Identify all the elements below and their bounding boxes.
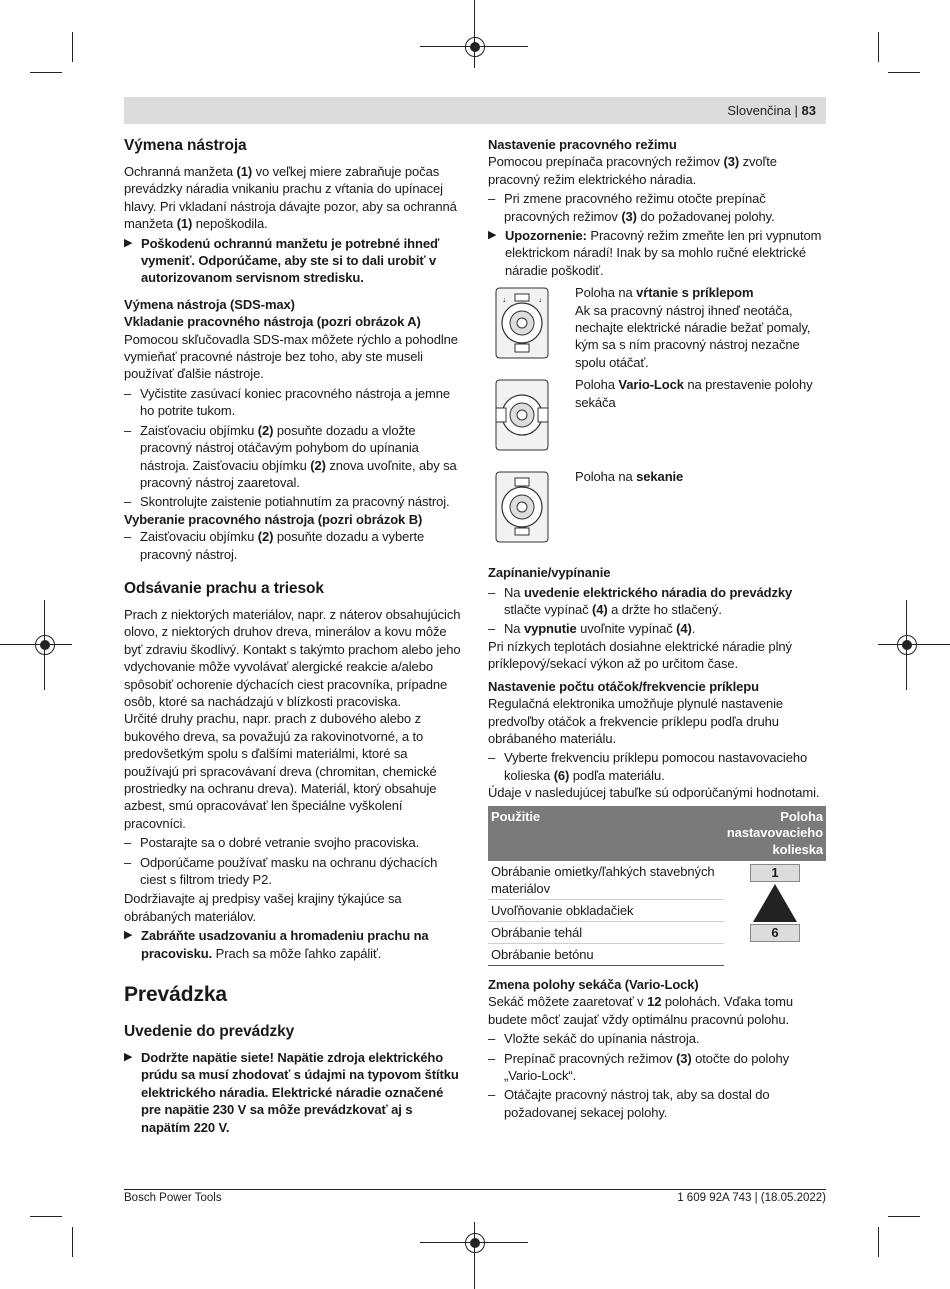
crop-mark	[888, 72, 920, 73]
mode-chiselling	[488, 468, 826, 560]
header-separator: |	[790, 103, 802, 118]
position-low-box: 1	[750, 864, 800, 882]
text: do požadovanej polohy.	[636, 208, 775, 224]
list-item	[124, 528, 461, 563]
paragraph-mode	[488, 153, 826, 188]
text: podľa materiálu.	[569, 767, 665, 783]
warning-text: Poškodenú ochrannú manžetu je potrebné ihneď vymeniť. Odporúčame, aby ste si to dali urobiť v autorizovanom servisnom stredisku.	[141, 235, 440, 286]
table-cell: Obrábanie betónu	[488, 944, 724, 966]
registration-mark-icon	[465, 1233, 485, 1253]
dash: –	[488, 1031, 496, 1047]
triangle-right-icon: ▶	[124, 929, 133, 942]
list-item	[488, 620, 826, 637]
footer-doc-ref: 1 609 92A 743 | (18.05.2022)	[677, 1192, 826, 1204]
warning-voltage	[124, 1049, 461, 1136]
mode-title	[575, 376, 825, 411]
text: Poloha na	[575, 285, 637, 301]
paragraph-cold: Pri nízkych teplotách dosiahne elektrické náradie plný príklepový/sekací výkon až po určitom čase.	[488, 638, 792, 672]
warning-text: Pracovný režim zmeňte len pri vypnutom elektrickom náradí! Inak by sa mohlo ručné elektrické náradie poškodiť.	[505, 228, 822, 278]
crop-mark	[30, 72, 62, 73]
list-item	[488, 190, 826, 225]
list-item	[488, 584, 826, 619]
dash: –	[124, 529, 132, 545]
heading-vario-lock: Zmena polohy sekáča (Vario-Lock)	[488, 977, 699, 993]
table-cell: Obrábanie tehál	[488, 922, 724, 944]
paragraph-vario	[488, 993, 826, 1028]
text: Na	[504, 621, 524, 637]
ref-2: (2)	[257, 422, 274, 438]
ref-2: (2)	[257, 529, 274, 545]
speed-table	[488, 806, 826, 967]
text: Poloha	[575, 377, 619, 393]
text: Pri zmene pracovného režimu otočte prepínač pracovných režimov	[504, 191, 766, 224]
left-column	[124, 136, 461, 1136]
text: otočte do polohy „Vario-Lock“.	[504, 1050, 789, 1084]
dash: –	[488, 621, 496, 637]
text: polohách. Vďaka tomu budete môcť zaujať vždy optimálnu pracovnú polohu.	[488, 994, 793, 1027]
ref-4: (4)	[676, 621, 692, 637]
list-item	[488, 1030, 826, 1047]
right-column	[488, 136, 826, 1121]
crop-mark	[474, 0, 475, 68]
ref-3: (3)	[676, 1050, 692, 1066]
text: Postarajte sa o dobré vetranie svojho pracoviska.	[140, 835, 420, 851]
mode-title	[575, 468, 825, 485]
table-header-row	[488, 806, 826, 862]
registration-mark-icon	[897, 635, 917, 655]
mode-note: Ak sa pracovný nástroj ihneď neotáča, nechajte elektrické náradie bežať pomaly, kým sa s ním pracovný nástroj nezačne spolu otáčať.	[575, 302, 811, 370]
warning-text: Zabráňte usadzovaniu a hromadeniu prachu na pracovisku.	[141, 928, 429, 961]
chisel-mode-dial-icon	[494, 468, 550, 546]
svg-text:⇣: ⇣	[538, 298, 543, 305]
dash: –	[488, 191, 496, 207]
hammer-drill-mode-dial-icon	[494, 284, 550, 362]
increase-triangle-icon	[751, 882, 799, 922]
heading-sds-max: Výmena nástroja (SDS-max)	[124, 296, 295, 312]
dash: –	[124, 494, 132, 510]
dash: –	[488, 750, 496, 766]
list-item	[124, 422, 461, 492]
heading-switch: Zapínanie/vypínanie	[488, 565, 611, 581]
dash: –	[124, 422, 132, 438]
table-row	[488, 861, 826, 900]
text: stlačte vypínač	[504, 602, 592, 618]
mode-title	[575, 284, 825, 301]
vario-lock-mode-dial-icon	[494, 376, 550, 454]
text: zvoľte pracovný režim elektrického náradia.	[488, 154, 777, 187]
text: Prepínač pracovných režimov	[504, 1050, 677, 1066]
table-cell: Uvoľňovanie obkladačiek	[488, 900, 724, 922]
dash: –	[124, 854, 132, 870]
list-item	[124, 854, 461, 889]
table-header-use: Použitie	[488, 806, 724, 862]
triangle-right-icon: ▶	[488, 229, 497, 242]
text: Zaisťovaciu objímku	[140, 529, 258, 545]
text: Vložte sekáč do upínania nástroja.	[504, 1031, 700, 1047]
mode-hammer-drilling	[488, 284, 826, 376]
text: uvoľnite vypínač	[576, 621, 677, 637]
text: Pomocou prepínača pracovných režimov	[488, 154, 724, 170]
warning-mode	[488, 227, 826, 279]
svg-text:⇣: ⇣	[502, 298, 507, 305]
heading-operation: Prevádzka	[124, 983, 228, 1007]
ref-3: (3)	[723, 154, 740, 170]
text: Na	[504, 584, 524, 600]
list-item	[488, 1050, 826, 1085]
text: .	[691, 621, 696, 637]
ref-1: (1)	[176, 216, 193, 232]
crop-mark	[72, 32, 73, 62]
paragraph-speed: Regulačná elektronika umožňuje plynulé nastavenie predvoľby otáčok a frekvencie príklepu podľa druhu obrábaného materiálu.	[488, 696, 784, 746]
mode-name: Vario-Lock	[618, 377, 684, 393]
text: znova uvoľnite, aby sa pracovný nástroj zaaretoval.	[140, 457, 457, 490]
heading-tool-change: Výmena nástroja	[124, 137, 247, 154]
mode-description	[575, 468, 825, 485]
mode-description	[575, 376, 825, 411]
crop-mark	[878, 32, 879, 62]
text: Sekáč môžete zaaretovať v	[488, 994, 648, 1010]
dash: –	[124, 835, 132, 851]
dash: –	[124, 385, 132, 401]
heading-dust: Odsávanie prachu a triesok	[124, 579, 324, 597]
text: Otáčajte pracovný nástroj tak, aby sa dostal do požadovanej sekacej polohy.	[504, 1087, 770, 1120]
crop-mark	[30, 1216, 62, 1217]
header-language: Slovenčina	[727, 103, 791, 118]
text: vo veľkej miere zabraňuje počas prevádzky náradia vnikaniu prachu z vŕtania do upínacej hlavy. Pri vkladaní nástroja dávajte pozor, aby sa ochranná manžeta	[124, 164, 457, 232]
crop-mark	[888, 1216, 920, 1217]
ref-3: (3)	[621, 208, 637, 224]
list-item	[488, 1086, 826, 1121]
text: na prestavenie polohy sekáča	[575, 377, 813, 410]
header-label	[727, 103, 816, 118]
warning-cuff	[124, 235, 461, 287]
emphasis: uvedenie elektrického náradia do prevádzky	[523, 584, 793, 600]
crop-mark	[72, 1227, 73, 1257]
ref-1: (1)	[236, 164, 253, 179]
registration-mark-icon	[35, 635, 55, 655]
ref-2: (2)	[310, 457, 326, 473]
position-indicator	[724, 861, 826, 966]
dash: –	[488, 1050, 496, 1066]
text: Skontrolujte zaistenie potiahnutím za pracovný nástroj.	[140, 494, 450, 510]
footer-rule	[124, 1189, 826, 1190]
heading-speed: Nastavenie počtu otáčok/frekvencie príklepu	[488, 678, 759, 694]
heading-startup: Uvedenie do prevádzky	[124, 1023, 295, 1041]
position-high-box: 6	[750, 924, 800, 942]
vario-count: 12	[647, 994, 662, 1010]
text: Poloha na	[575, 469, 637, 485]
text: posuňte dozadu a vložte pracovný nástroj otáčavým pohybom do upínania nástroja. Zaisťovaciu objímku	[140, 422, 419, 473]
text: Zaisťovaciu objímku	[140, 422, 258, 438]
paragraph-insert: Pomocou skľučovadla SDS-max môžete rýchlo a pohodlne vymieňať pracovné nástroje bez toho, aby ste museli používať ďalšie nástroje.	[124, 331, 458, 382]
table-cell: Obrábanie omietky/ľahkých stavebných materiálov	[488, 861, 724, 900]
page-number: 83	[801, 103, 816, 118]
text: Vyčistite zasúvací koniec pracovného nástroja a jemne ho potrite tukom.	[140, 385, 450, 419]
text: Ochranná manžeta	[124, 164, 237, 179]
mode-description	[575, 284, 825, 371]
mode-name: sekanie	[636, 469, 684, 485]
paragraph-dust-1: Prach z niektorých materiálov, napr. z náterov obsahujúcich olovo, z niektorých druhov dreva, minerálov a kovu môže byť zdraviu škodlivý. Kontakt s takýmto prachom alebo jeho vdychovanie môže vyvolávať alergické reakcie a/alebo spôsobiť ochorenie dýchacích ciest pracovníka, prípadne osôb, ktoré sa nachádzajú v blízkosti pracoviska.	[124, 606, 461, 709]
footer-brand: Bosch Power Tools	[124, 1192, 222, 1204]
triangle-right-icon: ▶	[124, 1051, 133, 1064]
text: posuňte dozadu a vyberte pracovný nástroj.	[140, 529, 425, 562]
ref-6: (6)	[553, 767, 570, 783]
warning-text: Dodržte napätie siete! Napätie zdroja elektrického prúdu sa musí zhodovať s údajmi na typovom štítku elektrického náradia. Elektrické náradie označené pre napätie 230 V sa môže prevádzkovať aj s napätím 220 V.	[141, 1050, 459, 1135]
ref-4: (4)	[592, 602, 608, 618]
heading-mode: Nastavenie pracovného režimu	[488, 137, 677, 152]
dash: –	[488, 584, 496, 600]
emphasis: vypnutie	[523, 621, 577, 637]
dash: –	[488, 1087, 496, 1103]
table-header-position: Poloha nastavovacieho kolieska	[724, 806, 826, 862]
mode-vario-lock	[488, 376, 826, 468]
list-item	[124, 493, 461, 510]
text: Odporúčame používať masku na ochranu dýchacích ciest s filtrom triedy P2.	[140, 854, 438, 888]
page-header	[124, 97, 826, 124]
text: Vyberte frekvenciu príklepu pomocou nastavovacieho kolieska	[504, 750, 808, 783]
text: nepoškodila.	[192, 216, 268, 232]
warning-text: Prach sa môže ľahko zapáliť.	[212, 945, 382, 961]
mode-name: vŕtanie s príklepom	[636, 285, 754, 301]
list-item	[124, 834, 461, 851]
registration-mark-icon	[465, 37, 485, 57]
triangle-right-icon: ▶	[124, 236, 133, 249]
paragraph-regulations: Dodržiavajte aj predpisy vašej krajiny týkajúce sa obrábaných materiálov.	[124, 891, 402, 924]
warning-label: Upozornenie:	[505, 228, 587, 244]
crop-mark	[878, 1227, 879, 1257]
list-item	[124, 385, 461, 420]
text: a držte ho stlačený.	[607, 602, 722, 618]
paragraph-dust-2: Určité druhy prachu, napr. prach z dubového alebo z bukového dreva, sa považujú za rakovinotvorné, a to predovšetkým spolu s ďalšími materiálmi, ktoré sa používajú pri spracovávaní dreva (chromitan, chemické prostriedky na ochranu dreva). Materiál, ktorý obsahuje azbest, smú opracovávať len špeciálne vyškolení pracovníci.	[124, 711, 437, 831]
heading-remove-tool: Vyberanie pracovného nástroja (pozri obrázok B)	[124, 511, 423, 527]
heading-insert-tool: Vkladanie pracovného nástroja (pozri obrázok A)	[124, 314, 421, 330]
warning-dust	[124, 927, 461, 962]
paragraph-table-intro: Údaje v nasledujúcej tabuľke sú odporúčanými hodnotami.	[488, 785, 820, 801]
paragraph-tool-change	[124, 163, 461, 233]
list-item	[488, 749, 826, 784]
